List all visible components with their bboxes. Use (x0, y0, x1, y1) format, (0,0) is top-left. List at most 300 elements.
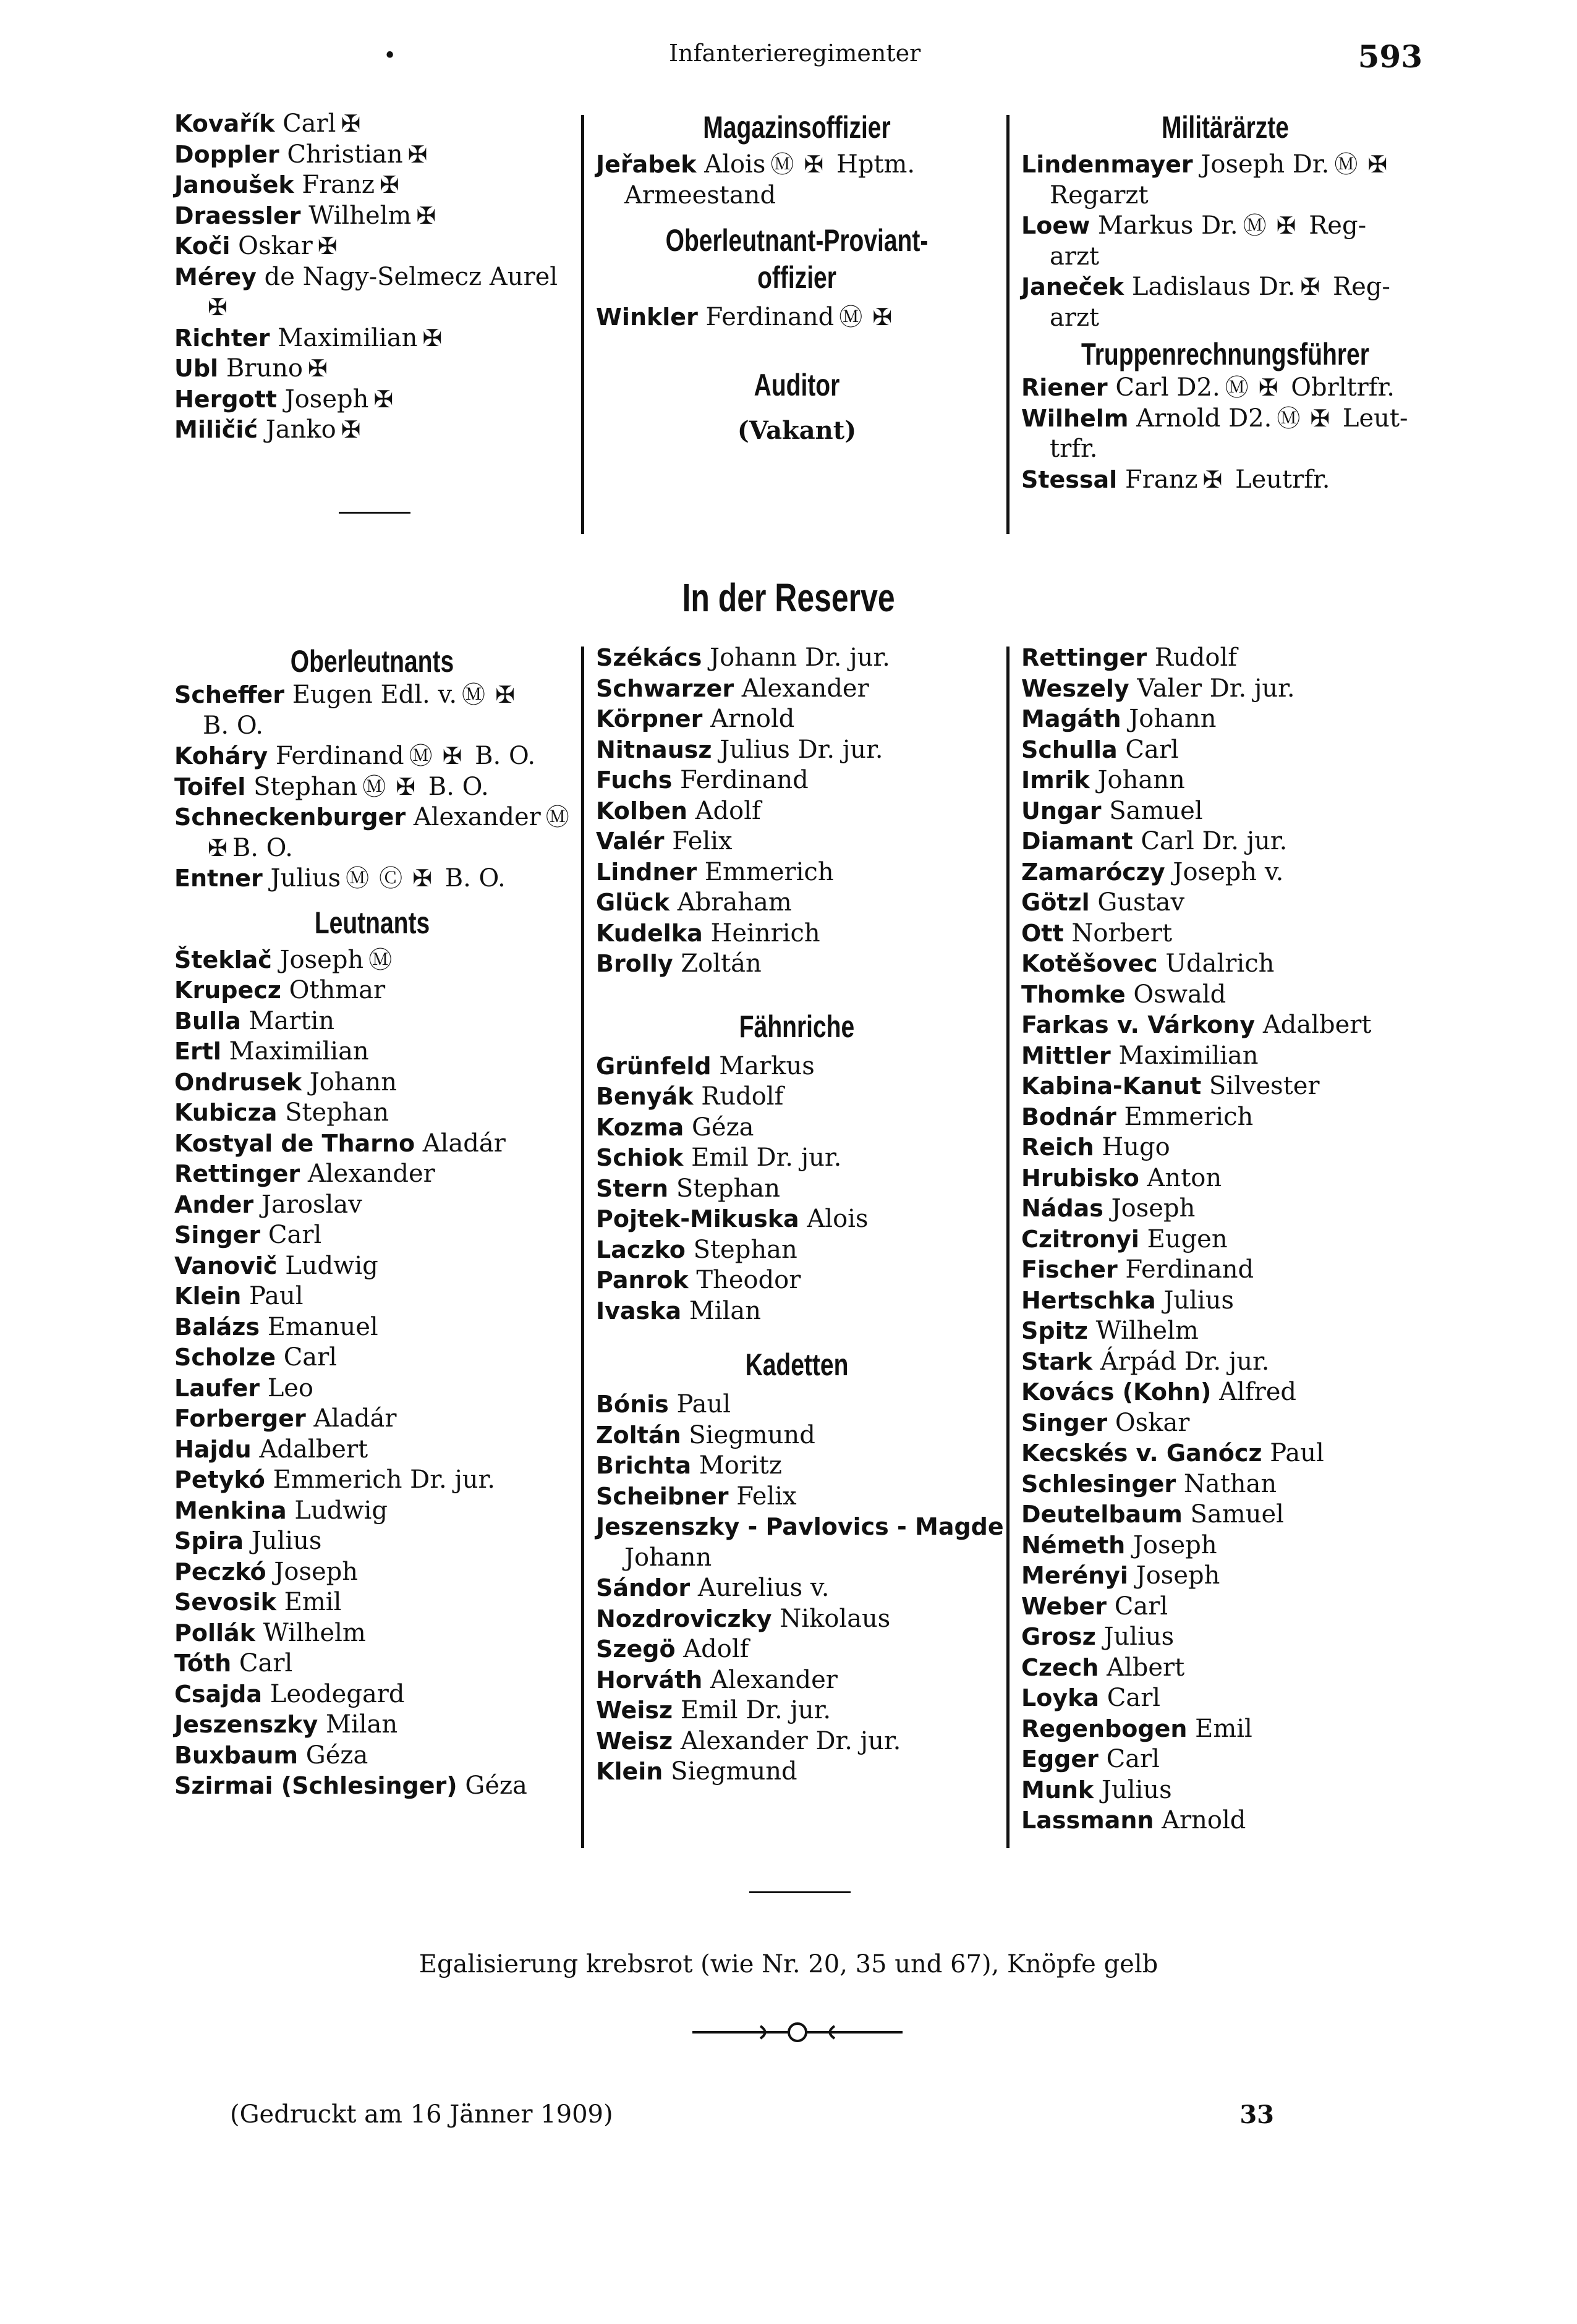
surname: Rettinger (1021, 644, 1147, 671)
surname: Kubicza (174, 1099, 278, 1126)
given-name: Johann (624, 1543, 712, 1572)
list-item (596, 704, 998, 735)
given-name: Adolf (695, 796, 761, 825)
list-item (1021, 1255, 1442, 1286)
section-heading: Magazinsoffizier (703, 110, 891, 145)
given-name: Leo (267, 1373, 314, 1402)
surname: Laczko (596, 1236, 686, 1263)
cross-icon: ✠ (341, 110, 361, 137)
list-item (174, 384, 570, 415)
surname: Doppler (174, 140, 279, 168)
given-name: Eugen (1147, 1224, 1228, 1253)
list-item (174, 945, 570, 976)
m-symbol-icon: Ⓜ (1277, 404, 1301, 432)
surname: Ivaska (596, 1297, 682, 1325)
surname: Scheffer (174, 681, 285, 708)
cross-icon: ✠ (1276, 212, 1296, 239)
list-item (1021, 826, 1442, 857)
list-item (174, 1281, 570, 1312)
surname: Ander (174, 1190, 254, 1218)
given-name: Alexander (307, 1160, 435, 1188)
surname: Ubl (174, 355, 219, 382)
given-name: Géza (691, 1113, 754, 1142)
given-name: Zoltán (681, 949, 762, 978)
surname: Regenbogen (1021, 1715, 1188, 1742)
list-item (596, 826, 998, 857)
given-name: Milan (325, 1710, 398, 1739)
list-item (596, 1420, 998, 1451)
given-name: Oswald (1133, 980, 1226, 1009)
surname: Forberger (174, 1405, 306, 1432)
list-item (1021, 1561, 1442, 1592)
list-item (1021, 1163, 1442, 1194)
list-item (174, 1496, 570, 1527)
list-item (174, 1251, 570, 1282)
list-item (1021, 373, 1429, 404)
section-heading: Truppenrechnungsführer (1081, 337, 1369, 371)
surname: Hertschka (1021, 1286, 1156, 1314)
given-name: Silvester (1209, 1072, 1320, 1100)
surname: Sándor (596, 1574, 691, 1601)
surname: Sevosik (174, 1588, 276, 1616)
given-name: Emanuel (267, 1312, 378, 1341)
list-item (1021, 1041, 1442, 1072)
given-name: Carl (283, 109, 336, 138)
list-item (174, 109, 570, 140)
given-name: Emmerich (704, 857, 834, 886)
given-name: Géza (305, 1741, 368, 1770)
surname: Koči (174, 232, 231, 260)
cross-icon: ✠ (373, 385, 394, 413)
given-name: Ludwig (294, 1496, 388, 1525)
surname: Götzl (1021, 889, 1090, 916)
surname: Grünfeld (596, 1052, 712, 1080)
given-name: Carl (1125, 735, 1179, 764)
list-item (1021, 857, 1442, 888)
surname: Toifel (174, 773, 246, 800)
list-item (1021, 404, 1429, 435)
column-rule (1006, 115, 1010, 534)
surname: Ondrusek (174, 1068, 302, 1096)
given-name: de Nagy-Selmecz Aurel (264, 262, 558, 291)
m-symbol-icon: Ⓜ (368, 946, 393, 973)
list-item (174, 1190, 570, 1221)
list-item (1021, 643, 1442, 674)
section-heading: Auditor (754, 367, 840, 402)
list-item (174, 1342, 570, 1373)
surname: Stark (1021, 1347, 1093, 1375)
list-item (596, 1174, 998, 1205)
list-item (174, 323, 570, 354)
list-item (1021, 1499, 1442, 1530)
surname: Weisz (596, 1697, 673, 1724)
list-item (596, 1296, 998, 1327)
rank-note: Reg- (1332, 273, 1390, 301)
surname: Loyka (1021, 1684, 1100, 1711)
surname: Hajdu (174, 1435, 252, 1463)
surname: Zoltán (596, 1421, 681, 1449)
given-name: Rudolf (701, 1082, 784, 1111)
list-item (174, 201, 570, 232)
surname: Pollák (174, 1619, 255, 1647)
given-name: Janko (265, 415, 336, 444)
surname: Magáth (1021, 705, 1121, 732)
given-name: Markus (719, 1051, 815, 1080)
surname: Laufer (174, 1374, 260, 1402)
given-name: Julius (270, 864, 341, 893)
given-name: Christian (287, 140, 403, 169)
surname: Nozdroviczky (596, 1605, 772, 1632)
list-item (174, 415, 570, 446)
section-rule (339, 512, 410, 514)
column-rule (1006, 647, 1010, 1848)
surname: Peczkó (174, 1558, 266, 1585)
given-name: Alois (807, 1205, 869, 1233)
page-number: 593 (1358, 38, 1422, 75)
given-name: Franz (302, 171, 375, 199)
surname: Benyák (596, 1083, 694, 1110)
list-item (174, 1679, 570, 1710)
given-name: Árpád Dr. jur. (1100, 1347, 1270, 1376)
given-name: Joseph (1136, 1561, 1220, 1590)
given-name: Alexander (710, 1665, 838, 1694)
given-name: Julius (1103, 1622, 1175, 1651)
m-symbol-icon: Ⓜ (462, 681, 486, 708)
surname: Bodnár (1021, 1103, 1116, 1130)
surname: Csajda (174, 1680, 263, 1708)
given-name: Johann (1129, 705, 1217, 733)
list-item (1021, 434, 1429, 465)
surname: Szegö (596, 1635, 676, 1663)
given-name: Norbert (1071, 918, 1173, 948)
given-name: Maximilian (1118, 1041, 1259, 1070)
cross-icon: ✠ (495, 681, 515, 708)
surname: Fischer (1021, 1256, 1118, 1283)
list-item (174, 1587, 570, 1618)
given-name: Franz (1124, 465, 1198, 494)
list-item (596, 949, 998, 980)
list-item (1021, 1316, 1442, 1347)
surname: Ungar (1021, 797, 1102, 825)
list-item (596, 857, 998, 888)
given-name: Emil Dr. jur. (680, 1696, 831, 1724)
list-item (174, 711, 570, 742)
list-item (1021, 242, 1429, 273)
given-name: arzt (1050, 303, 1100, 332)
surname: Székács (596, 644, 702, 671)
list-item (596, 1235, 998, 1266)
list-item (1021, 1102, 1442, 1133)
surname: Jeřabek (596, 151, 697, 178)
list-item (1021, 918, 1442, 949)
list-item (174, 170, 570, 201)
given-name: Nikolaus (780, 1604, 891, 1633)
surname: Imrik (1021, 766, 1090, 794)
surname: Menkina (174, 1496, 287, 1524)
given-name: Aladár (313, 1404, 397, 1433)
list-item (596, 302, 998, 333)
given-name: Alois (704, 150, 766, 179)
given-name: Joseph (284, 384, 369, 413)
rank-note: Leut- (1342, 404, 1408, 433)
list-item (1021, 272, 1429, 303)
list-item (596, 1757, 998, 1788)
given-name: Emmerich (1124, 1102, 1254, 1131)
given-name: Ferdinand (1125, 1255, 1254, 1284)
surname: Grosz (1021, 1623, 1096, 1650)
list-item (596, 1695, 998, 1726)
list-item (1021, 1592, 1442, 1622)
given-name: Eugen Edl. v. (292, 681, 457, 709)
running-title: Infanterieregimenter (669, 40, 921, 67)
given-name: Joseph (274, 1557, 359, 1586)
surname: Loew (1021, 212, 1090, 239)
given-name: Carl (283, 1343, 338, 1372)
surname: Glück (596, 889, 670, 916)
list-item (174, 1741, 570, 1771)
section-heading: offizier (757, 260, 836, 295)
list-item (596, 1665, 998, 1696)
given-name: Alexander (741, 674, 869, 703)
given-name: Gustav (1097, 888, 1185, 917)
surname: Wilhelm (1021, 404, 1129, 432)
cross-icon: ✠ (407, 140, 428, 168)
given-name: Paul (1270, 1439, 1324, 1467)
list-item (174, 1159, 570, 1190)
list-item (1021, 1775, 1442, 1806)
list-item (1021, 1438, 1442, 1469)
given-name: Anton (1147, 1163, 1222, 1192)
given-name: Siegmund (671, 1757, 797, 1786)
surname: Singer (1021, 1409, 1108, 1436)
surname: Bulla (174, 1007, 241, 1035)
surname: Klein (174, 1283, 242, 1310)
list-item (596, 735, 998, 766)
given-name: Siegmund (689, 1420, 815, 1449)
m-symbol-icon: Ⓜ (346, 865, 370, 892)
given-name: Felix (672, 827, 733, 855)
surname: Weszely (1021, 674, 1129, 702)
given-name: Othmar (289, 976, 386, 1004)
given-name: Albert (1107, 1653, 1185, 1682)
list-item (174, 802, 570, 833)
given-name: Regarzt (1050, 180, 1149, 210)
list-item (1021, 1530, 1442, 1561)
list-item (1021, 765, 1442, 796)
surname: Kovařík (174, 110, 275, 137)
given-name: Felix (736, 1482, 797, 1511)
top-left-column (174, 109, 570, 446)
surname: Munk (1021, 1776, 1094, 1804)
surname: Lassmann (1021, 1807, 1154, 1834)
given-name: Arnold (1162, 1806, 1246, 1834)
surname: Kabina-Kanut (1021, 1072, 1202, 1100)
cross-icon: ✠ (208, 834, 227, 862)
given-name: Nathan (1183, 1469, 1277, 1498)
surname: Tóth (174, 1650, 232, 1677)
given-name: Wilhelm (1095, 1317, 1199, 1345)
list-item (1021, 674, 1442, 705)
given-name: B. O. (203, 711, 263, 740)
m-symbol-icon: Ⓜ (770, 151, 794, 178)
cross-icon: ✠ (341, 416, 361, 443)
list-item (174, 1557, 570, 1588)
m-symbol-icon: Ⓜ (1225, 374, 1249, 401)
given-name: Alfred (1219, 1378, 1297, 1406)
list-item (174, 1067, 570, 1098)
surname: Jeszenszky (174, 1711, 318, 1738)
given-name: Alexander (413, 803, 541, 831)
list-item (596, 918, 998, 949)
surname: Németh (1021, 1531, 1126, 1559)
list-item (174, 1404, 570, 1435)
section-heading: Oberleutnants (290, 644, 454, 679)
surname: Nitnausz (596, 736, 712, 763)
top-right-column (1021, 109, 1429, 495)
list-item (174, 1526, 570, 1557)
given-name: Carl (1107, 1684, 1161, 1712)
given-name: Julius (1163, 1286, 1234, 1315)
reserve-left-column (174, 643, 570, 1802)
surname: Panrok (596, 1266, 689, 1294)
list-item (1021, 1408, 1442, 1439)
list-item (596, 1604, 998, 1635)
ornament-icon (692, 2020, 903, 2045)
list-item (1021, 1194, 1442, 1224)
given-name: Maximilian (278, 323, 418, 352)
surname: Kozma (596, 1113, 684, 1141)
surname: Schulla (1021, 736, 1118, 763)
surname: Valér (596, 828, 665, 855)
surname: Draessler (174, 201, 301, 229)
given-name: Stephan (676, 1174, 780, 1203)
surname: Zamaróczy (1021, 858, 1165, 886)
given-name: Julius Dr. jur. (720, 735, 883, 764)
list-item (1021, 704, 1442, 735)
given-name: Johann (309, 1067, 397, 1096)
surname: Petykó (174, 1466, 265, 1493)
given-name: Samuel (1109, 796, 1203, 825)
given-name: Arnold D2. (1136, 404, 1272, 433)
list-item (596, 1543, 998, 1574)
surname: Kudelka (596, 919, 703, 947)
list-item (174, 680, 570, 711)
rank-note: Reg- (1309, 211, 1367, 240)
given-name: Emil (1195, 1714, 1252, 1743)
given-name: Joseph (1111, 1194, 1196, 1223)
list-item (596, 1143, 998, 1174)
list-item (174, 1098, 570, 1129)
given-name: Stephan (693, 1235, 797, 1264)
surname: Kolben (596, 797, 687, 825)
surname: Weisz (596, 1727, 673, 1755)
surname: Richter (174, 324, 270, 352)
rank-note: Leutrfr. (1235, 465, 1330, 494)
surname: Fuchs (596, 766, 673, 794)
top-middle-column (596, 109, 998, 449)
given-name: Armeestand (624, 180, 776, 210)
list-item (174, 140, 570, 171)
surname: Pojtek-Mikuska (596, 1205, 799, 1232)
surname: Hergott (174, 385, 277, 413)
surname: Brolly (596, 950, 673, 977)
given-name: Joseph (1133, 1530, 1217, 1559)
list-item (174, 1037, 570, 1067)
given-name: Carl (268, 1221, 322, 1249)
list-item (1021, 796, 1442, 827)
given-name: Wilhelm (263, 1618, 366, 1647)
reserve-middle-column (596, 643, 1004, 1788)
cross-icon: ✠ (1367, 151, 1388, 178)
given-name: Carl (1114, 1592, 1168, 1621)
surname: Ott (1021, 919, 1064, 947)
cross-icon: ✠ (307, 355, 328, 382)
surname: Stessal (1021, 465, 1118, 493)
column-rule (581, 115, 584, 534)
surname: Scheibner (596, 1482, 729, 1510)
given-name: Moritz (699, 1451, 782, 1480)
cross-icon: ✠ (1310, 404, 1330, 432)
surname: Schlesinger (1021, 1470, 1176, 1498)
bottom-rule (749, 1891, 851, 1893)
list-item (596, 1451, 998, 1482)
list-item (1021, 1071, 1442, 1102)
surname: Scholze (174, 1344, 276, 1371)
given-name: Arnold (710, 705, 795, 733)
list-item (596, 180, 998, 211)
surname: Czitronyi (1021, 1225, 1139, 1253)
list-item (1021, 1377, 1442, 1408)
list-item (596, 1512, 1004, 1543)
cross-icon: ✠ (208, 294, 227, 321)
given-name: Ferdinand (705, 303, 835, 331)
reserve-right-column (1021, 643, 1442, 1836)
given-name: Oskar (1115, 1408, 1190, 1437)
list-item (174, 1220, 570, 1251)
given-name: Julius (1101, 1775, 1172, 1804)
surname: Buxbaum (174, 1741, 299, 1769)
surname: Diamant (1021, 828, 1133, 855)
surname: Kovács (Kohn) (1021, 1378, 1212, 1406)
cross-icon: ✠ (317, 232, 338, 260)
list-item (1021, 1744, 1442, 1775)
list-item (1021, 888, 1442, 918)
surname: Bónis (596, 1391, 669, 1418)
list-item (174, 1710, 570, 1741)
cross-icon: ✠ (1258, 374, 1278, 401)
section-heading: Kadetten (745, 1347, 849, 1382)
given-name: Heinrich (710, 918, 820, 948)
given-name: Johann (1097, 766, 1185, 794)
surname: Koháry (174, 742, 268, 770)
given-name: Adalbert (1262, 1011, 1372, 1039)
list-item (174, 741, 570, 772)
m-symbol-icon: Ⓜ (409, 742, 433, 770)
surname: Brichta (596, 1452, 692, 1479)
cross-icon: ✠ (442, 742, 462, 770)
m-symbol-icon: Ⓜ (1243, 212, 1267, 239)
given-name: Adalbert (259, 1435, 368, 1464)
list-item (174, 1129, 570, 1160)
surname: Janoušek (174, 171, 294, 198)
list-item (174, 863, 570, 894)
list-item (1021, 1805, 1442, 1836)
surname: Jeszenszky - Pavlovics - Magde (596, 1513, 1004, 1540)
surname: Merényi (1021, 1562, 1128, 1589)
rank-note: Hptm. (836, 150, 916, 179)
given-name: Hugo (1102, 1133, 1170, 1161)
list-item (1021, 1653, 1442, 1684)
